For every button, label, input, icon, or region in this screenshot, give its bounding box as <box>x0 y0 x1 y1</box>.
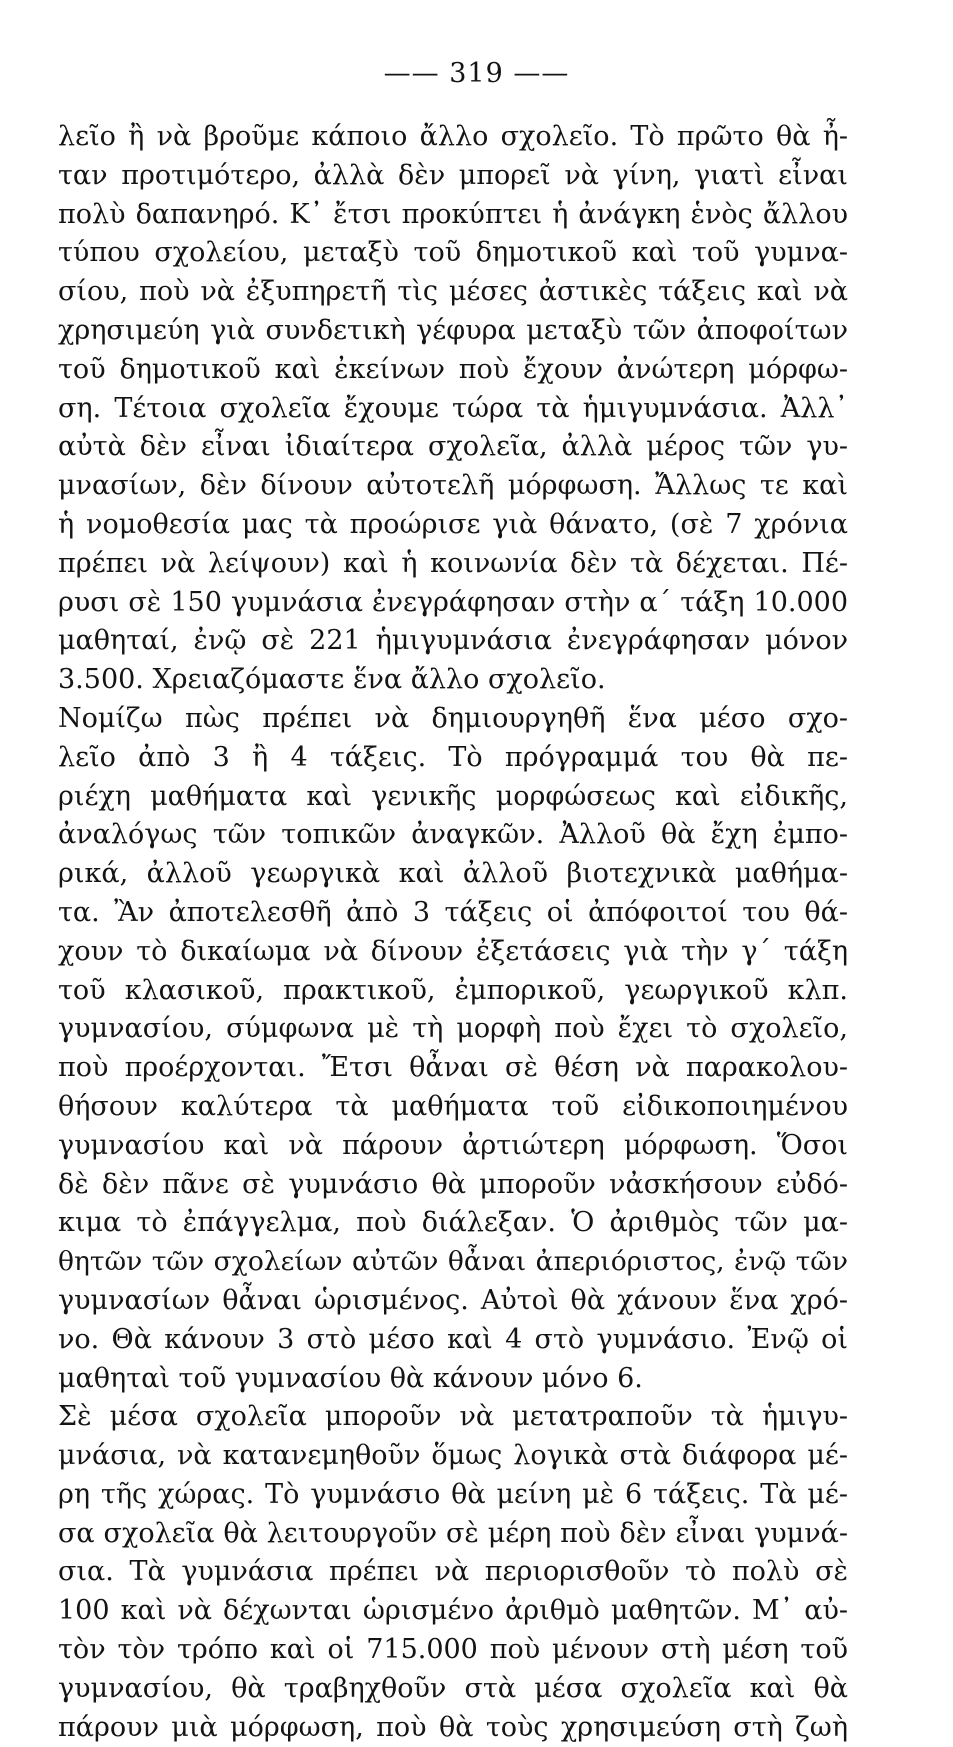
paragraph-end-line: 3.500. Χρειαζόμαστε ἕνα ἄλλο σχολεῖο. <box>58 664 606 696</box>
text-line: θήσουν καλύτερα τὰ μαθήματα τοῦ εἰδικοποιημένου <box>58 1090 848 1122</box>
text-line: δὲ δὲν πᾶνε σὲ γυμνάσιο θὰ μποροῦν νἀσκήσουν εὐδό- <box>58 1168 848 1200</box>
text-line: πρέπει νὰ λείψουν) καὶ ἡ κοινωνία δὲν τὰ δέχεται. Πέ- <box>58 547 848 579</box>
text-line: τύπου σχολείου, μεταξὺ τοῦ δημοτικοῦ καὶ τοῦ γυμνα- <box>58 237 848 269</box>
text-line: σα σχολεῖα θὰ λειτουργοῦν σὲ μέρη ποὺ δὲν εἶναι γυμνά- <box>58 1517 848 1549</box>
text-line: σίου, ποὺ νὰ ἐξυπηρετῆ τὶς μέσες ἀστικὲς τάξεις καὶ νὰ <box>58 276 848 308</box>
text-line: γυμνασίου, σύμφωνα μὲ τὴ μορφὴ ποὺ ἔχει τὸ σχολεῖο, <box>58 1013 848 1045</box>
text-line: ἡ νομοθεσία μας τὰ προώρισε γιὰ θάνατο, (σὲ 7 χρόνια <box>58 508 848 540</box>
text-line: κιμα τὸ ἐπάγγελμα, ποὺ διάλεξαν. Ὁ ἀριθμὸς τῶν μα- <box>58 1207 848 1239</box>
text-line: πάρουν μιὰ μόρφωση, ποὺ θὰ τοὺς χρησιμεύση στὴ ζωὴ <box>58 1711 848 1743</box>
text-line: λεῖο ἀπὸ 3 ἢ 4 τάξεις. Τὸ πρόγραμμά του θὰ πε- <box>58 741 848 773</box>
text-line: λεῖο ἢ νὰ βροῦμε κάποιο ἄλλο σχολεῖο. Τὸ πρῶτο θὰ ἦ- <box>58 121 848 152</box>
text-line: αὐτὰ δὲν εἶναι ἰδιαίτερα σχολεῖα, ἀλλὰ μέρος τῶν γυ- <box>58 431 848 463</box>
text-line: νο. Θὰ κάνουν 3 στὸ μέσο καὶ 4 στὸ γυμνάσιο. Ἐνῷ οἱ <box>58 1323 848 1355</box>
text-line: ἀναλόγως τῶν τοπικῶν ἀναγκῶν. Ἀλλοῦ θὰ ἔχη ἐμπο- <box>58 819 848 851</box>
text-line: Νομίζω πὼς πρέπει νὰ δημιουργηθῆ ἕνα μέσο σχο- <box>58 702 848 734</box>
text-line: ση. Τέτοια σχολεῖα ἔχουμε τώρα τὰ ἡμιγυμνάσια. Ἀλλ᾿ <box>58 392 848 424</box>
text-line: χουν τὸ δικαίωμα νὰ δίνουν ἐξετάσεις γιὰ τὴν γ΄ τάξη <box>58 935 848 967</box>
text-line: μαθηταί, ἐνῷ σὲ 221 ἡμιγυμνάσια ἐνεγράφησαν μόνον <box>58 625 848 657</box>
text-line: ταν προτιμότερο, ἀλλὰ δὲν μπορεῖ νὰ γίνη, γιατὶ εἶναι <box>58 159 848 191</box>
text-line: ρικά, ἀλλοῦ γεωργικὰ καὶ ἀλλοῦ βιοτεχνικὰ μαθήμα- <box>58 858 848 890</box>
text-line: ρυσι σὲ 150 γυμνάσια ἐνεγράφησαν στὴν α΄ τάξη 10.000 <box>58 586 848 618</box>
text-line: τοῦ κλασικοῦ, πρακτικοῦ, ἐμπορικοῦ, γεωργικοῦ κλπ. <box>58 974 848 1006</box>
body-text <box>58 118 848 1747</box>
text-line: μνάσια, νὰ κατανεμηθοῦν ὅμως λογικὰ στὰ διάφορα μέ- <box>58 1440 848 1472</box>
text-line: ποὺ προέρχονται. Ἔτσι θἆναι σὲ θέση νὰ παρακολου- <box>58 1052 848 1084</box>
text-line: 100 καὶ νὰ δέχωνται ὡρισμένο ἀριθμὸ μαθητῶν. Μ᾿ αὐ- <box>58 1595 848 1627</box>
text-line: γυμνασίων θἆναι ὡρισμένος. Αὐτοὶ θὰ χάνουν ἕνα χρό- <box>58 1284 848 1316</box>
text-line: γυμνασίου, θὰ τραβηχθοῦν στὰ μέσα σχολεῖα καὶ θὰ <box>58 1672 848 1704</box>
text-line: ριέχη μαθήματα καὶ γενικῆς μορφώσεως καὶ εἰδικῆς, <box>58 780 848 812</box>
text-line: χρησιμεύη γιὰ συνδετικὴ γέφυρα μεταξὺ τῶν ἀποφοίτων <box>58 314 848 346</box>
text-line: πολὺ δαπανηρό. Κ᾿ ἔτσι προκύπτει ἡ ἀνάγκη ἑνὸς ἄλλου <box>58 198 848 230</box>
text-line: τὸν τὸν τρόπο καὶ οἱ 715.000 ποὺ μένουν στὴ μέση τοῦ <box>58 1634 848 1666</box>
text-line: Σὲ μέσα σχολεῖα μποροῦν νὰ μετατραποῦν τὰ ἡμιγυ- <box>58 1401 848 1433</box>
paragraph-end-line: μαθηταὶ τοῦ γυμνασίου θὰ κάνουν μόνο 6. <box>58 1362 643 1394</box>
text-line: τοῦ δημοτικοῦ καὶ ἐκείνων ποὺ ἔχουν ἀνώτερη μόρφω- <box>58 353 848 385</box>
page-number: —— 319 —— <box>383 58 570 89</box>
text-line: γυμνασίου καὶ νὰ πάρουν ἀρτιώτερη μόρφωση. Ὅσοι <box>58 1129 848 1161</box>
text-line: μνασίων, δὲν δίνουν αὐτοτελῆ μόρφωση. Ἄλλως τε καὶ <box>58 470 848 502</box>
text-line: σια. Τὰ γυμνάσια πρέπει νὰ περιορισθοῦν τὸ πολὺ σὲ <box>58 1556 848 1588</box>
text-line: θητῶν τῶν σχολείων αὐτῶν θἆναι ἀπεριόριστος, ἐνῷ τῶν <box>58 1246 848 1278</box>
text-line: ρη τῆς χώρας. Τὸ γυμνάσιο θὰ μείνη μὲ 6 τάξεις. Τὰ μέ- <box>58 1478 848 1510</box>
text-line: τα. Ἂν ἀποτελεσθῆ ἀπὸ 3 τάξεις οἱ ἀπόφοιτοί του θά- <box>58 896 848 928</box>
